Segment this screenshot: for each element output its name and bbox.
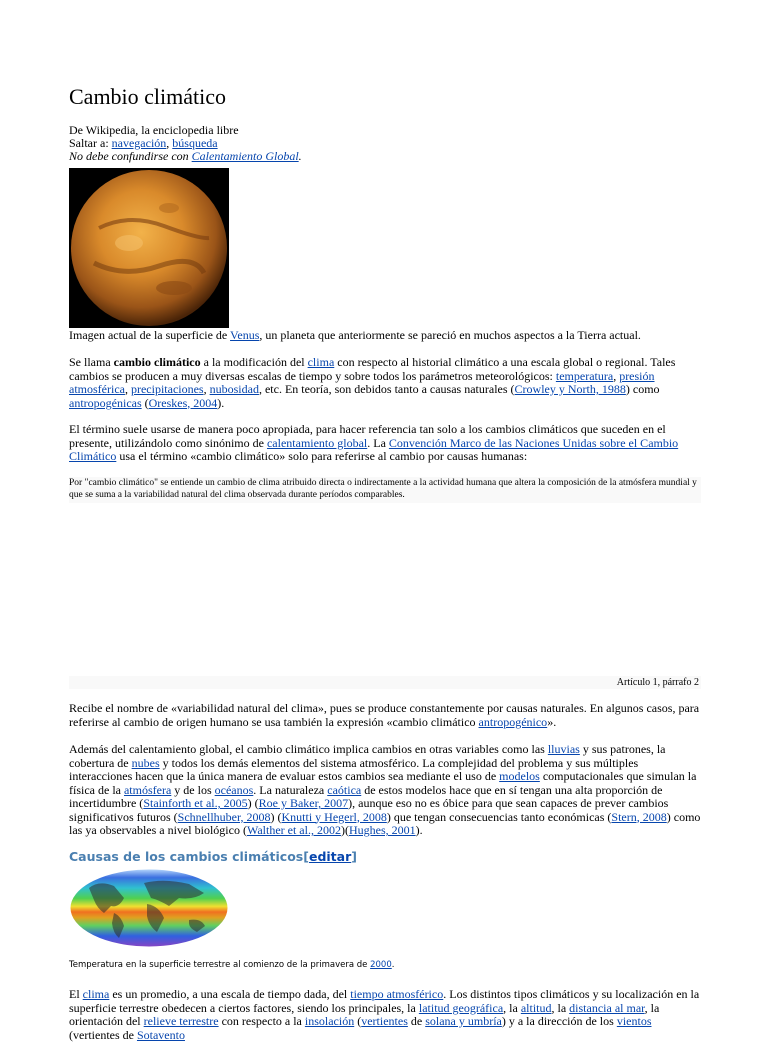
- inline-link[interactable]: calentamiento global: [266, 435, 368, 450]
- text-run: . Los distintos tipos climáticos y su localización en la superficie terrestre obedecen a ciertos factores, siendo los principales, la: [69, 987, 700, 1015]
- edit-section-link[interactable]: editar: [308, 849, 352, 864]
- inline-link[interactable]: antropogénico: [478, 714, 548, 729]
- inline-link[interactable]: distancia al mar: [569, 1000, 645, 1015]
- inline-link[interactable]: antropogénicas: [69, 395, 142, 410]
- text-run: . La naturaleza: [253, 782, 328, 797]
- inline-link[interactable]: atmósfera: [123, 782, 172, 797]
- quotation-box: Por "cambio climático" se entiende un cambio de clima atribuido directa o indirectamente a la actividad humana que altera la composición de la atmósfera mundial y que se suma a la variabilidad natural del clima observada durante períodos comparables.: [69, 477, 701, 503]
- jump-navigation-link[interactable]: navegación: [111, 136, 167, 150]
- text-run: con respecto al historial climático a una escala global o regional. Tales cambios se producen a muy diversas escalas de tiempo y sobre todos los parámetros meteorológicos:: [69, 355, 676, 383]
- text-run: ,: [124, 382, 131, 396]
- text-run: (: [354, 1014, 362, 1028]
- quotation-source: Artículo 1, párrafo 2: [69, 676, 701, 689]
- edit-bracket-close: ]: [351, 849, 357, 864]
- venus-caption-suffix: , un planeta que anteriormente se pareció en muchos aspectos a la Tierra actual.: [259, 328, 641, 342]
- text-run: El: [69, 987, 83, 1001]
- inline-link[interactable]: modelos: [499, 769, 540, 783]
- hatnote-link[interactable]: Calentamiento Global: [191, 149, 299, 163]
- inline-link[interactable]: Sotavento: [136, 1027, 185, 1042]
- text-run: es un promedio, a una escala de tiempo dada, del: [109, 987, 351, 1001]
- inline-link[interactable]: vertientes: [361, 1014, 408, 1028]
- text-run: ,: [613, 368, 620, 383]
- map-caption: [69, 960, 701, 971]
- text-run: ) como: [625, 382, 660, 396]
- inline-link[interactable]: presión atmosférica: [69, 368, 655, 396]
- temperature-world-map[interactable]: [69, 868, 229, 948]
- text-run: , etc. En teoría, son debidos tanto a causas naturales (: [258, 382, 515, 396]
- inline-link[interactable]: precipitaciones: [130, 382, 204, 396]
- paragraph-climate-factors: [69, 988, 701, 1042]
- section-heading-text: Causas de los cambios climáticos: [69, 849, 304, 864]
- inline-link[interactable]: océanos: [214, 782, 254, 797]
- text-run: ), aunque eso no es óbice para que sean capaces de prever cambios significativos futuros (: [69, 796, 669, 824]
- jump-separator: ,: [166, 136, 173, 150]
- inline-link[interactable]: insolación: [304, 1014, 355, 1028]
- inline-link[interactable]: Schnellhuber, 2008: [177, 809, 271, 824]
- hatnote: [69, 150, 701, 163]
- year-2000-link[interactable]: 2000: [370, 960, 392, 970]
- inline-link[interactable]: relieve terrestre: [143, 1014, 219, 1028]
- inline-link[interactable]: Convención Marco de las Naciones Unidas sobre el Cambio Climático: [69, 435, 679, 463]
- text-run: y de los: [171, 782, 215, 797]
- inline-link[interactable]: clima: [307, 355, 335, 369]
- paragraph-definition: [69, 356, 701, 410]
- text-run: ) que tengan consecuencias tanto económicas (: [386, 809, 612, 824]
- text-run: de estos modelos hace que en sí tengan una alta proporción de incertidumbre (: [69, 782, 663, 810]
- paragraph-usage: [69, 423, 701, 464]
- text-run: ).: [415, 823, 423, 837]
- inline-link[interactable]: Walther et al., 2002: [246, 823, 341, 837]
- hatnote-prefix: No debe confundirse con: [69, 149, 192, 163]
- text-run: El término suele usarse de manera poco apropiada, para hacer referencia tan solo a los cambios climáticos que suceden en el presente, utilizándolo como sinónimo de: [69, 422, 666, 450]
- paragraph-other-variables: [69, 743, 701, 838]
- bold-term: cambio climático: [113, 355, 201, 369]
- paragraph-natural-variability: [69, 702, 701, 729]
- inline-link[interactable]: latitud geográfica: [418, 1000, 504, 1015]
- jump-search-link[interactable]: búsqueda: [172, 136, 218, 150]
- venus-caption: [69, 329, 701, 343]
- inline-link[interactable]: nubosidad: [209, 382, 259, 396]
- inline-link[interactable]: tiempo atmosférico: [350, 987, 444, 1001]
- section-heading-causes: [69, 849, 357, 865]
- inline-link[interactable]: altitud: [520, 1000, 552, 1015]
- text-run: usa el término «cambio climático» solo para referirse al cambio por causas humanas:: [116, 449, 528, 463]
- map-caption-prefix: Temperatura en la superficie terrestre al comienzo de la primavera de: [69, 960, 371, 970]
- inline-link[interactable]: Stainforth et al., 2005: [143, 796, 248, 810]
- inline-link[interactable]: Roe y Baker, 2007: [258, 796, 349, 810]
- text-run: , la: [551, 1000, 570, 1015]
- site-subtitle: De Wikipedia, la enciclopedia libre: [69, 123, 239, 137]
- venus-planet-graphic: [69, 168, 229, 328]
- text-run: de: [407, 1014, 426, 1028]
- article-meta: [69, 124, 701, 163]
- text-run: con respecto a la: [218, 1014, 305, 1028]
- venus-image[interactable]: [69, 168, 229, 328]
- venus-link[interactable]: Venus: [230, 328, 260, 342]
- text-run: y todos los demás elementos del sistema atmosférico. La complejidad del problema y sus múltiples interacciones hacen que la única manera de evaluar estos cambios sea mediante el uso de: [69, 755, 639, 783]
- inline-link[interactable]: Crowley y North, 1988: [514, 382, 626, 396]
- text-run: , la: [503, 1000, 521, 1015]
- edit-bracket-open: [: [303, 849, 309, 864]
- text-run: ,: [203, 382, 210, 396]
- text-run: , la orientación del: [69, 1000, 660, 1028]
- inline-link[interactable]: Knutti y Hegerl, 2008: [281, 809, 387, 824]
- inline-link[interactable]: Oreskes, 2004: [148, 395, 218, 410]
- text-run: ) (: [270, 809, 282, 824]
- page-title: Cambio climático: [69, 84, 227, 109]
- text-run: Se llama: [69, 355, 114, 369]
- text-run: computacionales que simulan la física de la: [69, 769, 697, 797]
- text-run: Además del calentamiento global, el cambio climático implica cambios en otras variables como las: [69, 742, 548, 756]
- text-run: . La: [367, 435, 389, 450]
- text-run: (: [141, 395, 149, 410]
- text-run: y sus patrones, la cobertura de: [69, 742, 666, 770]
- venus-caption-prefix: Imagen actual de la superficie de: [69, 328, 231, 342]
- inline-link[interactable]: caótica: [327, 782, 362, 797]
- text-run: Recibe el nombre de «variabilidad natural del clima», pues se produce constantemente por causas naturales. En algunos casos, para referirse al cambio de origen humano se usa también la expresión «cambio climático: [69, 701, 700, 729]
- text-run: ) y a la dirección de los: [501, 1014, 617, 1028]
- text-run: ).: [217, 395, 225, 410]
- inline-link[interactable]: Hughes, 2001: [348, 823, 416, 837]
- inline-link[interactable]: Stern, 2008: [611, 809, 667, 824]
- inline-link[interactable]: vientos: [616, 1014, 652, 1028]
- inline-link[interactable]: clima: [82, 987, 110, 1001]
- text-run: )(: [340, 823, 349, 837]
- text-run: a la modificación del: [200, 355, 308, 369]
- jump-prefix: Saltar a:: [69, 136, 112, 150]
- inline-link[interactable]: solana y umbría: [425, 1014, 502, 1028]
- text-run: ) como las ya observables a nivel biológico (: [69, 809, 701, 837]
- inline-link[interactable]: lluvias: [547, 742, 580, 756]
- inline-link[interactable]: nubes: [131, 755, 160, 770]
- world-map-graphic: [69, 868, 229, 948]
- inline-link[interactable]: temperatura: [555, 368, 614, 383]
- hatnote-suffix: .: [298, 149, 302, 163]
- text-run: ) (: [247, 796, 259, 810]
- text-run: (vertientes de: [69, 1027, 137, 1042]
- map-caption-suffix: .: [391, 960, 395, 970]
- text-run: ».: [547, 714, 557, 729]
